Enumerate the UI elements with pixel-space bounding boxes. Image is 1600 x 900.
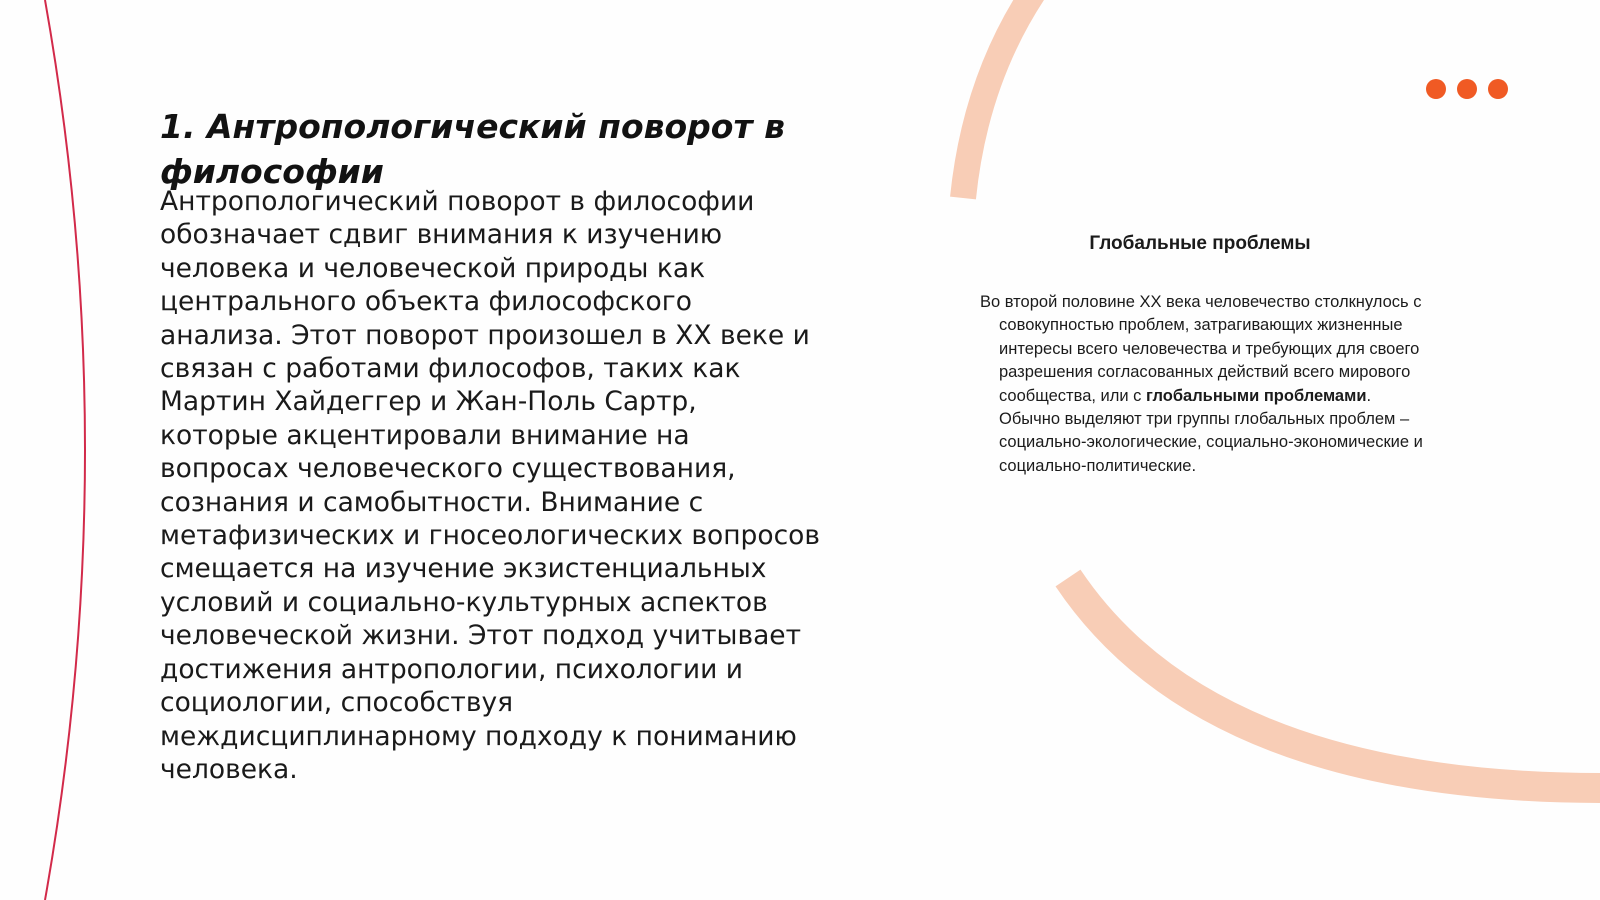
sidebar-text-part: . Обычно выделяют три группы глобальных проблем – социально-экологические, социально-экономические и социально-политические.	[999, 386, 1423, 475]
dot	[1488, 79, 1508, 99]
dot	[1457, 79, 1477, 99]
slide-title: 1. Антропологический поворот в философии	[160, 107, 785, 191]
decorative-arc-bottom	[1068, 578, 1600, 788]
sidebar-bold-term: глобальными проблемами	[1146, 386, 1367, 405]
left-border-line	[45, 0, 85, 900]
sidebar-text-part: Во второй половине XX века человечество столкнулось с совокупностью проблем, затрагивающих жизненные интересы всего человечества и требующих для своего разрешения согласованных действий всего мирового сообщества, или с	[980, 293, 1422, 405]
decorative-arc-top	[963, 0, 1035, 198]
dot	[1426, 79, 1446, 99]
sidebar-title: Глобальные проблемы	[1089, 233, 1311, 254]
sidebar-paragraph	[980, 291, 1429, 478]
body-paragraph: Антропологический поворот в философии обозначает сдвиг внимания к изучению человека и человеческой природы как центрального объекта философского анализа. Этот поворот произошел в XX веке и связан с работами философов, таких как Мартин Хайдеггер и Жан-Поль Сартр, которые акцентировали внимание на вопросах человеческого существования, сознания и самобытности. Внимание с метафизических и гносеологических вопросов смещается на изучение экзистенциальных условий и социально-культурных аспектов человеческой жизни. Этот подход учитывает достижения антропологии, психологии и социологии, способствуя междисциплинарному подходу к пониманию человека.	[160, 186, 820, 785]
menu-dots-icon	[1426, 79, 1508, 99]
